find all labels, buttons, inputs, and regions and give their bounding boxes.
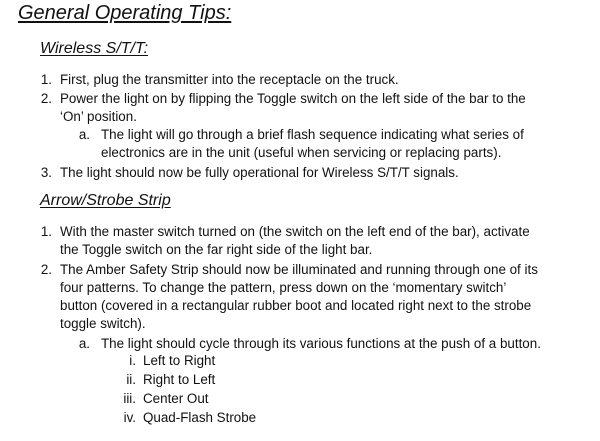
list-item-text: First, plug the transmitter into the receptacle on the truck. xyxy=(60,72,399,87)
document-title: General Operating Tips: xyxy=(18,2,232,24)
list-item-text: four patterns. To change the pattern, press down on the ‘momentary switch’ xyxy=(60,280,507,295)
list-item-text: button (covered in a rectangular rubber boot and located right next to the strobe xyxy=(60,298,532,313)
list-subsubitem-text: Left to Right xyxy=(143,353,216,368)
list-subsubitem-text: Center Out xyxy=(143,391,209,406)
list-item-text: The light should now be fully operational for Wireless S/T/T signals. xyxy=(60,165,459,180)
list-item-text: toggle switch). xyxy=(60,316,146,331)
list-marker: ii. xyxy=(126,372,136,387)
list-marker: 3. xyxy=(40,165,52,180)
list-marker: i. xyxy=(129,353,136,368)
list-marker: a. xyxy=(78,336,90,351)
list-subitem-text: electronics are in the unit (useful when servicing or replacing parts). xyxy=(101,145,502,160)
section-heading-arrow-strobe: Arrow/Strobe Strip xyxy=(40,192,171,209)
list-item-text: the Toggle switch on the far right side of the light bar. xyxy=(60,242,373,257)
list-marker: 1. xyxy=(40,224,52,239)
list-marker: a. xyxy=(78,127,90,142)
list-item-text: With the master switch turned on (the switch on the left end of the bar), activate xyxy=(60,224,530,239)
list-item-text: ‘On’ position. xyxy=(60,109,137,124)
list-marker: iv. xyxy=(123,410,136,425)
list-item-text: The Amber Safety Strip should now be illuminated and running through one of its xyxy=(60,262,538,277)
list-marker: iii. xyxy=(123,391,136,406)
list-item-text: Power the light on by flipping the Toggle switch on the left side of the bar to the xyxy=(60,91,526,106)
list-subsubitem-text: Right to Left xyxy=(143,372,216,387)
list-subitem-text: The light will go through a brief flash sequence indicating what series of xyxy=(101,127,524,142)
section-heading-wireless: Wireless S/T/T: xyxy=(40,40,149,57)
list-marker: 2. xyxy=(40,262,52,277)
list-subsubitem-text: Quad-Flash Strobe xyxy=(143,410,257,425)
list-marker: 2. xyxy=(40,91,52,106)
list-subitem-text: The light should cycle through its various functions at the push of a button. xyxy=(101,336,541,351)
list-marker: 1. xyxy=(40,72,52,87)
